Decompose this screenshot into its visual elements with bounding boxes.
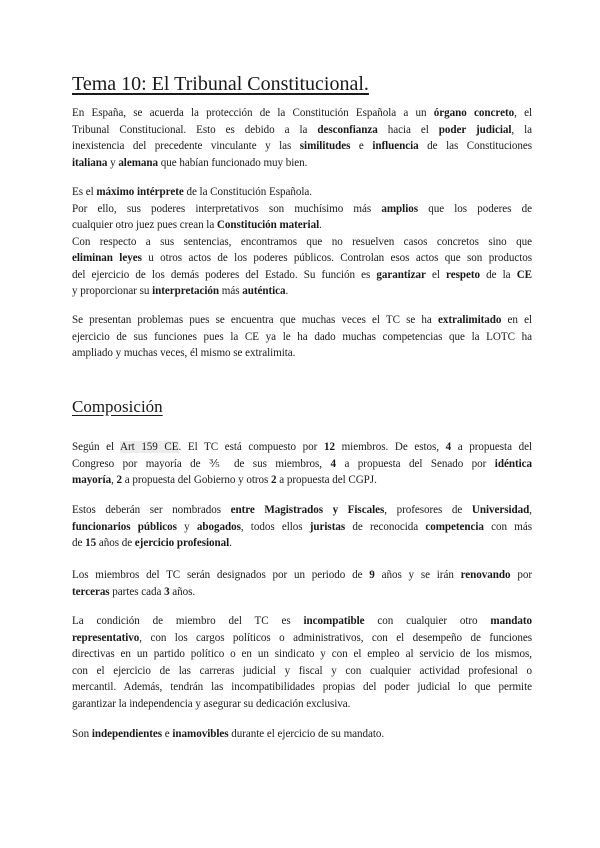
bold-term: incompatible bbox=[303, 615, 365, 627]
bold-term: independientes bbox=[91, 728, 163, 740]
bold-term: órgano concreto bbox=[433, 107, 515, 119]
bold-term: alemana bbox=[118, 156, 159, 169]
text-run: u otros actos de los poderes públicos. Controlan esos actos que son productos bbox=[141, 252, 532, 264]
bold-term: poder judicial bbox=[438, 123, 512, 136]
bold-term: influencia bbox=[372, 140, 419, 152]
text-line bbox=[72, 105, 532, 122]
text-run: a propuesta del CGPJ. bbox=[276, 474, 377, 486]
bold-term: juristas bbox=[309, 520, 346, 533]
text-run: , el bbox=[514, 107, 532, 119]
text-run: el bbox=[425, 268, 447, 281]
text-run: durante el ejercicio de su mandato. bbox=[228, 728, 385, 740]
bold-term: máximo intérprete bbox=[96, 186, 184, 198]
text-run: a propuesta del Senado por bbox=[335, 457, 495, 470]
text-run: de reconocida bbox=[345, 520, 426, 533]
text-run: Tribunal Constitucional. Esto es debido a la bbox=[72, 123, 318, 136]
text-run: miembros. De estos, bbox=[334, 441, 446, 453]
bold-term: Universidad bbox=[471, 504, 530, 516]
text-run: partes cada bbox=[109, 585, 165, 598]
bold-term: 15 bbox=[85, 537, 97, 549]
bold-term: 12 bbox=[323, 441, 335, 453]
page-title: Tema 10: El Tribunal Constitucional. bbox=[72, 73, 369, 95]
text-run: . bbox=[319, 219, 322, 231]
paragraph-7 bbox=[72, 613, 532, 712]
bold-term: abogados bbox=[196, 520, 241, 533]
text-run: e bbox=[162, 728, 173, 740]
bold-term: mayoría bbox=[72, 474, 112, 486]
bold-term: inamovibles bbox=[172, 728, 229, 740]
bold-term: renovando bbox=[460, 569, 511, 581]
bold-term: idéntica bbox=[494, 457, 532, 470]
text-run: a propuesta del bbox=[451, 441, 532, 453]
text-run: Son bbox=[72, 728, 92, 740]
text-run: Congreso por mayoría de ⅗ de sus miembros, bbox=[72, 457, 331, 470]
paragraph-4 bbox=[72, 439, 532, 489]
bold-term: competencia bbox=[425, 520, 484, 533]
bold-term: 4 bbox=[445, 441, 452, 453]
text-run: garantizar la independencia y asegurar su dedicación exclusiva. bbox=[72, 697, 351, 710]
text-run: Por ello, sus poderes interpretativos son muchísimo más bbox=[72, 202, 382, 215]
text-line bbox=[72, 472, 532, 489]
bold-term: representativo bbox=[72, 631, 140, 644]
text-run: con más bbox=[483, 520, 532, 533]
text-run: de bbox=[72, 537, 86, 549]
text-run: Es el bbox=[72, 186, 97, 198]
text-run: del ejercicio de los demás poderes del Estado. Su función es bbox=[72, 268, 377, 281]
text-run: Estos deberán ser nombrados bbox=[72, 504, 231, 516]
text-run: inexistencia del precedente vinculante y las bbox=[72, 140, 300, 152]
paragraph-6 bbox=[72, 567, 532, 600]
text-line bbox=[72, 584, 532, 601]
text-run: por bbox=[510, 569, 532, 581]
bold-term: italiana bbox=[72, 156, 108, 169]
bold-term: interpretación bbox=[152, 285, 220, 297]
paragraph-8 bbox=[72, 726, 532, 743]
text-line bbox=[72, 345, 532, 362]
paragraph-3 bbox=[72, 312, 532, 362]
text-run: con cualquier otro bbox=[364, 615, 491, 627]
text-run: años. bbox=[169, 585, 196, 598]
text-line bbox=[72, 519, 532, 536]
text-line bbox=[72, 696, 532, 713]
text-run: más bbox=[219, 285, 243, 297]
text-line bbox=[72, 679, 532, 696]
text-run: a propuesta del Gobierno y otros bbox=[122, 474, 272, 486]
text-run: , todos ellos bbox=[240, 520, 310, 533]
text-line bbox=[72, 726, 532, 743]
text-run: y proporcionar su bbox=[72, 285, 153, 297]
text-line bbox=[72, 613, 532, 630]
text-line bbox=[72, 663, 532, 680]
text-run: hacia el bbox=[377, 123, 439, 136]
paragraph-2 bbox=[72, 184, 532, 300]
text-run: , bbox=[111, 474, 117, 486]
text-line bbox=[72, 155, 532, 172]
bold-term: auténtica bbox=[242, 285, 286, 297]
text-run: y bbox=[176, 520, 197, 533]
text-run: de la bbox=[479, 268, 517, 281]
bold-term: eliminan leyes bbox=[72, 252, 142, 264]
text-run: , la bbox=[511, 123, 533, 136]
text-run: . bbox=[285, 285, 289, 297]
text-line bbox=[72, 234, 532, 251]
text-run: cualquier otro juez pues crean la bbox=[72, 219, 217, 231]
paragraph-1 bbox=[72, 105, 532, 171]
text-line bbox=[72, 502, 532, 519]
bold-term: ejercicio profesional bbox=[134, 537, 230, 549]
text-run: de las Constituciones bbox=[418, 140, 532, 152]
text-line bbox=[72, 217, 532, 234]
text-run: años y se irán bbox=[374, 569, 461, 581]
text-run: mercantil. Además, tendrán las incompatibilidades propias del poder judicial lo que permite bbox=[72, 681, 532, 693]
bold-term: 9 bbox=[369, 569, 375, 581]
text-run: e bbox=[350, 140, 373, 152]
bold-term: entre Magistrados y Fiscales bbox=[230, 504, 385, 516]
text-run: y bbox=[107, 156, 119, 169]
text-run: Según el bbox=[72, 441, 121, 453]
article-reference: Art 159 CE bbox=[120, 441, 179, 453]
bold-term: extralimitado bbox=[437, 314, 502, 326]
text-run: , profesores de bbox=[384, 504, 472, 516]
bold-term: 3 bbox=[164, 585, 170, 598]
text-line bbox=[72, 646, 532, 663]
text-run: Los miembros del TC serán designados por un periodo de bbox=[72, 569, 370, 581]
text-line bbox=[72, 630, 532, 647]
text-line bbox=[72, 329, 532, 346]
text-run: en el bbox=[501, 314, 532, 326]
bold-term: garantizar bbox=[376, 268, 426, 281]
text-line bbox=[72, 439, 532, 456]
bold-term: funcionarios públicos bbox=[72, 520, 177, 533]
text-line bbox=[72, 138, 532, 155]
text-line bbox=[72, 535, 532, 552]
bold-term: Constitución material bbox=[216, 219, 320, 231]
text-run: Con respecto a sus sentencias, encontramos que no resuelven casos concretos sino que bbox=[72, 235, 532, 248]
text-run: años de bbox=[96, 537, 135, 549]
text-run: ejercicio de sus funciones pues la CE ya le ha dado muchas competencias que la LOTC ha bbox=[72, 330, 532, 343]
bold-term: terceras bbox=[72, 585, 110, 598]
bold-term: desconfianza bbox=[317, 123, 378, 136]
text-line bbox=[72, 567, 532, 584]
text-line bbox=[72, 312, 532, 329]
text-line bbox=[72, 201, 532, 218]
text-run: ampliado y muchas veces, él mismo se extralimita. bbox=[72, 347, 296, 359]
bold-term: mandato bbox=[490, 615, 532, 627]
bold-term: respeto bbox=[446, 268, 480, 281]
text-line bbox=[72, 456, 532, 473]
bold-term: 2 bbox=[271, 474, 277, 486]
bold-term: amplios bbox=[381, 202, 418, 215]
bold-term: 2 bbox=[116, 474, 123, 486]
text-run: , bbox=[529, 504, 532, 516]
text-run: directivas en un partido político o en un sindicato y con el empleo al servicio de los mismos, bbox=[72, 648, 532, 660]
text-run: con el ejercicio de las carreras judicial y fiscal y con cualquier actividad profesional o bbox=[72, 664, 532, 677]
text-line bbox=[72, 267, 532, 284]
text-run: En España, se acuerda la protección de la Constitución Española a un bbox=[72, 107, 434, 119]
text-line bbox=[72, 122, 532, 139]
text-run: . El TC está compuesto por bbox=[178, 441, 324, 453]
text-run: Se presentan problemas pues se encuentra que muchas veces el TC se ha bbox=[72, 314, 438, 326]
text-line bbox=[72, 283, 532, 300]
section-title-composicion: Composición bbox=[72, 397, 163, 416]
text-run: de la Constitución Española. bbox=[183, 186, 312, 198]
bold-term: CE bbox=[516, 268, 532, 281]
text-line bbox=[72, 250, 532, 267]
paragraph-5 bbox=[72, 502, 532, 552]
text-run: , con los cargos políticos o administrativos, con el desempeño de funciones bbox=[139, 631, 532, 644]
text-line bbox=[72, 184, 532, 201]
text-run: que habían funcionado muy bien. bbox=[158, 156, 308, 169]
text-run: La condición de miembro del TC es bbox=[72, 615, 304, 627]
text-run: . bbox=[229, 537, 232, 549]
bold-term: 4 bbox=[330, 457, 336, 470]
text-run: que los poderes de bbox=[418, 202, 532, 215]
bold-term: similitudes bbox=[299, 140, 351, 152]
